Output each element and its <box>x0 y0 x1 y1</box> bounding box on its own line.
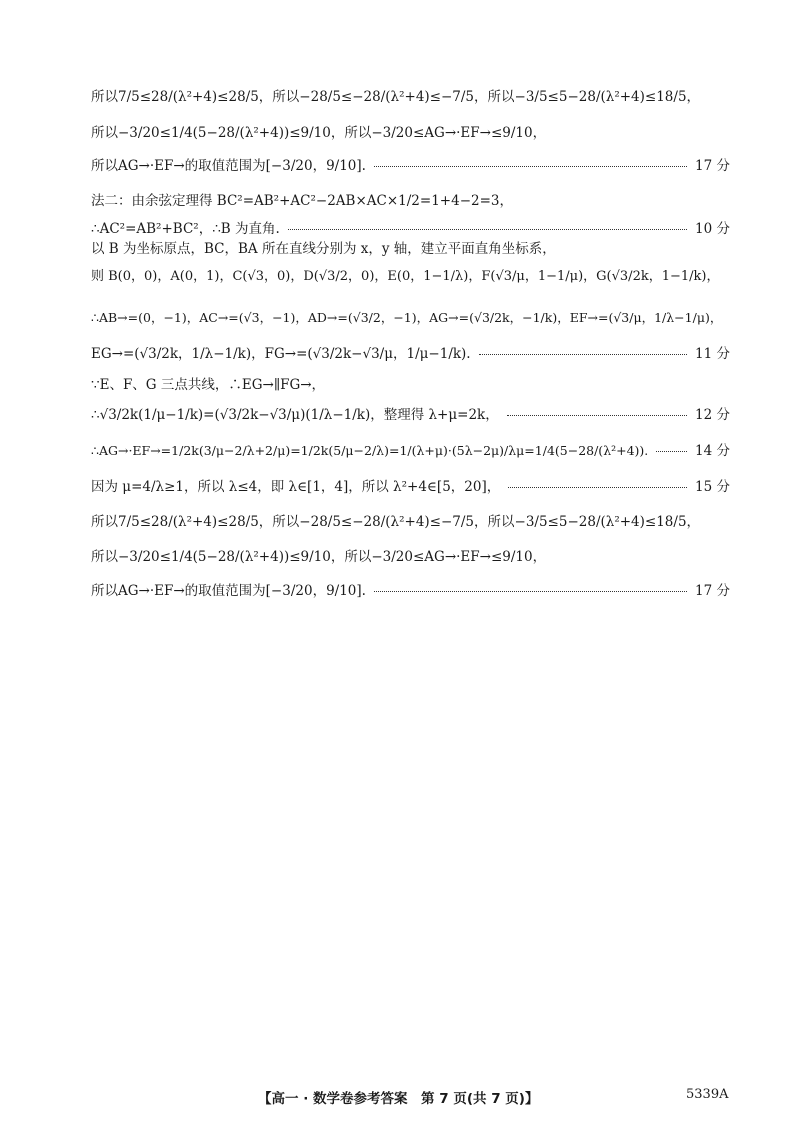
score-label: 15 分 <box>695 479 730 495</box>
score-label: 10 分 <box>695 221 730 237</box>
score-label: 11 分 <box>695 346 730 362</box>
line-text: ∵E、F、G 三点共线，∴EG→∥FG→， <box>91 377 326 393</box>
line-text: 因为 μ=4/λ≥1，所以 λ≤4，即 λ∈[1，4]，所以 λ²+4∈[5，20]， <box>91 479 501 495</box>
score-label: 12 分 <box>695 407 730 423</box>
solution-line-6 <box>91 240 730 258</box>
score-label: 14 分 <box>695 443 730 459</box>
line-text: ∴√3/2k(1/μ−1/k)=(√3/2k−√3/μ)(1/λ−1/k)，整理得 λ+μ=2k， <box>91 407 499 423</box>
dotted-leader <box>288 229 687 230</box>
solution-line-16 <box>91 582 730 600</box>
solution-line-3 <box>91 157 730 175</box>
solution-line-7 <box>91 268 730 286</box>
footer-title: 【高一 · 数学卷参考答案 第 7 页(共 7 页)】 <box>258 1091 539 1107</box>
line-text: 所以−3/20≤1/4(5−28/(λ²+4))≤9/10，所以−3/20≤AG→·EF→≤9/10， <box>91 125 547 141</box>
dotted-leader <box>479 354 687 355</box>
line-text: 所以AG→·EF→的取值范围为[−3/20，9/10]. <box>91 583 366 599</box>
dotted-leader <box>507 415 687 416</box>
dotted-leader <box>374 166 687 167</box>
line-text: ∴AG→·EF→=1/2k(3/μ−2/λ+2/μ)=1/2k(5/μ−2/λ)=1/(λ+μ)·(5λ−2μ)/λμ=1/4(5−28/(λ²+4)). <box>91 443 649 458</box>
solution-line-2 <box>91 124 730 142</box>
line-text: ∴AB→=(0，−1)，AC→=(√3，−1)，AD→=(√3/2，−1)，AG→=(√3/2k，−1/k)，EF→=(√3/μ，1/λ−1/μ)， <box>91 310 723 325</box>
solution-line-1 <box>91 88 730 106</box>
dotted-leader <box>656 451 687 452</box>
solution-line-8 <box>91 309 730 327</box>
score-label: 17 分 <box>695 158 730 174</box>
line-text: 法二：由余弦定理得 BC²=AB²+AC²−2AB×AC×1/2=1+4−2=3， <box>91 193 513 209</box>
dotted-leader <box>374 591 687 592</box>
solution-line-13 <box>91 478 730 496</box>
line-text: 所以7/5≤28/(λ²+4)≤28/5，所以−28/5≤−28/(λ²+4)≤−7/5，所以−3/5≤5−28/(λ²+4)≤18/5， <box>91 514 701 530</box>
paper-code: 5339A <box>686 1087 729 1102</box>
solution-line-11 <box>91 406 730 424</box>
page-footer <box>0 1087 800 1107</box>
solution-line-12 <box>91 442 730 460</box>
solution-line-15 <box>91 548 730 566</box>
line-text: ∴AC²=AB²+BC²，∴B 为直角. <box>91 221 280 237</box>
solution-line-10 <box>91 376 730 394</box>
line-text: EG→=(√3/2k，1/λ−1/k)，FG→=(√3/2k−√3/μ，1/μ−1/k). <box>91 346 471 362</box>
solution-line-14 <box>91 513 730 531</box>
solution-line-9 <box>91 345 730 363</box>
solution-line-4 <box>91 192 730 210</box>
line-text: 所以−3/20≤1/4(5−28/(λ²+4))≤9/10，所以−3/20≤AG→·EF→≤9/10， <box>91 549 547 565</box>
line-text: 所以AG→·EF→的取值范围为[−3/20，9/10]. <box>91 158 366 174</box>
line-text: 以 B 为坐标原点，BC，BA 所在直线分别为 x，y 轴，建立平面直角坐标系， <box>91 241 556 257</box>
line-text: 则 B(0，0)，A(0，1)，C(√3，0)，D(√3/2，0)，E(0，1−1/λ)，F(√3/μ，1−1/μ)，G(√3/2k，1−1/k)， <box>91 269 720 284</box>
score-label: 17 分 <box>695 583 730 599</box>
line-text: 所以7/5≤28/(λ²+4)≤28/5，所以−28/5≤−28/(λ²+4)≤−7/5，所以−3/5≤5−28/(λ²+4)≤18/5， <box>91 89 701 105</box>
dotted-leader <box>508 487 687 488</box>
solution-line-5 <box>91 220 730 238</box>
